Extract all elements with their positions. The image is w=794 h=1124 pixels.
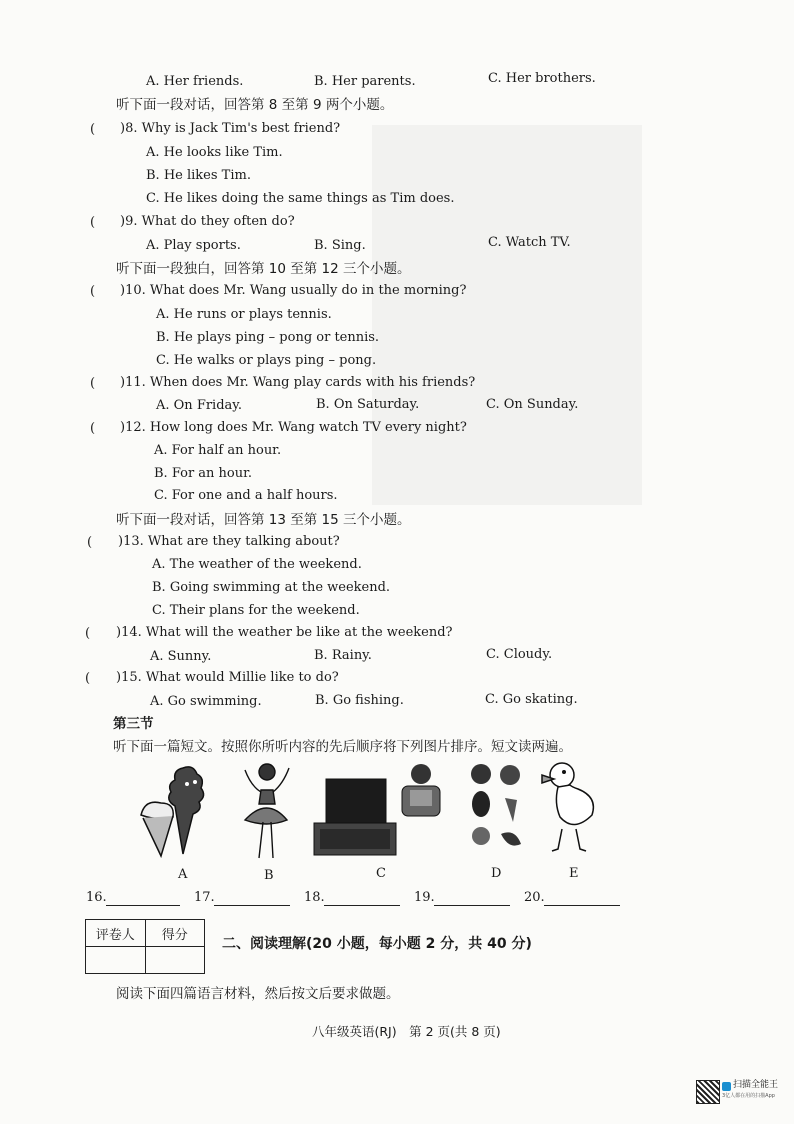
answer-paren: ( bbox=[85, 626, 91, 641]
reviewer-cell[interactable] bbox=[86, 947, 146, 974]
scanner-logo-icon bbox=[722, 1082, 731, 1091]
tv-picture bbox=[312, 775, 397, 860]
q9-option-b: B. Sing. bbox=[314, 238, 366, 253]
answer-number-19: 19. bbox=[414, 890, 435, 905]
picture-label-d: D bbox=[491, 866, 502, 881]
q7-option-c: C. Her brothers. bbox=[488, 71, 596, 86]
q12-stem: )12. How long does Mr. Wang watch TV every night? bbox=[120, 420, 467, 435]
answer-paren: ( bbox=[90, 421, 96, 436]
q11-option-c: C. On Sunday. bbox=[486, 397, 579, 412]
watermark-brand: 扫描全能王 bbox=[733, 1080, 779, 1090]
score-header: 得分 bbox=[145, 920, 205, 947]
answer-paren: ( bbox=[90, 122, 96, 137]
instruction-8-9: 听下面一段对话，回答第 8 至第 9 两个小题。 bbox=[116, 97, 394, 113]
q13-option-b: B. Going swimming at the weekend. bbox=[152, 580, 391, 595]
duck-picture bbox=[540, 757, 600, 857]
q11-option-b: B. On Saturday. bbox=[316, 397, 420, 412]
watermark-sub: 3亿人都在用的扫描App bbox=[722, 1093, 775, 1099]
answer-number-17: 17. bbox=[194, 890, 215, 905]
q15-option-b: B. Go fishing. bbox=[315, 693, 404, 708]
qr-code-icon bbox=[696, 1080, 720, 1104]
watermark bbox=[696, 1080, 786, 1106]
instruction-13-15: 听下面一段对话，回答第 13 至第 15 三个小题。 bbox=[116, 512, 411, 528]
q11-stem: )11. When does Mr. Wang play cards with his friends? bbox=[120, 375, 476, 390]
answer-number-18: 18. bbox=[304, 890, 325, 905]
q15-option-c: C. Go skating. bbox=[485, 692, 578, 707]
score-table bbox=[85, 919, 205, 974]
answer-blank-17[interactable] bbox=[214, 891, 290, 906]
picture-label-b: B bbox=[264, 868, 274, 883]
answer-blank-18[interactable] bbox=[324, 891, 400, 906]
q10-option-c: C. He walks or plays ping – pong. bbox=[156, 353, 377, 368]
q9-option-c: C. Watch TV. bbox=[488, 235, 571, 250]
instruction-10-12: 听下面一段独白，回答第 10 至第 12 三个小题。 bbox=[116, 261, 411, 277]
part-2-instruction: 阅读下面四篇语言材料，然后按文后要求做题。 bbox=[116, 986, 400, 1002]
q9-option-a: A. Play sports. bbox=[146, 238, 241, 253]
picture-label-c: C bbox=[376, 866, 386, 881]
answer-number-16: 16. bbox=[86, 890, 107, 905]
answer-blank-20[interactable] bbox=[544, 891, 620, 906]
answer-paren: ( bbox=[87, 535, 93, 550]
answer-paren: ( bbox=[85, 671, 91, 686]
q10-option-b: B. He plays ping – pong or tennis. bbox=[156, 330, 380, 345]
answer-number-20: 20. bbox=[524, 890, 545, 905]
q13-option-a: A. The weather of the weekend. bbox=[152, 557, 362, 572]
q9-stem: )9. What do they often do? bbox=[120, 214, 295, 229]
q11-option-a: A. On Friday. bbox=[156, 398, 243, 413]
ballerina-picture bbox=[235, 760, 295, 865]
answer-paren: ( bbox=[90, 215, 96, 230]
q15-option-a: A. Go swimming. bbox=[150, 694, 262, 709]
picture-label-e: E bbox=[569, 866, 579, 881]
q13-stem: )13. What are they talking about? bbox=[118, 534, 340, 549]
q8-option-c: C. He likes doing the same things as Tim does. bbox=[146, 191, 455, 206]
answer-blank-16[interactable] bbox=[106, 891, 180, 906]
bleed-through bbox=[372, 125, 642, 505]
section-3-title: 第三节 bbox=[113, 716, 154, 732]
q12-option-b: B. For an hour. bbox=[154, 466, 253, 481]
q7-option-a: A. Her friends. bbox=[146, 74, 244, 89]
q8-option-a: A. He looks like Tim. bbox=[146, 145, 283, 160]
q12-option-c: C. For one and a half hours. bbox=[154, 488, 338, 503]
section-3-instruction: 听下面一篇短文。按照你所听内容的先后顺序将下列图片排序。短文读两遍。 bbox=[113, 739, 572, 755]
answer-paren: ( bbox=[90, 284, 96, 299]
q10-option-a: A. He runs or plays tennis. bbox=[156, 307, 332, 322]
answer-paren: ( bbox=[90, 376, 96, 391]
vegetables-picture bbox=[465, 762, 530, 858]
q14-stem: )14. What will the weather be like at the weekend? bbox=[116, 625, 453, 640]
q7-option-b: B. Her parents. bbox=[314, 74, 416, 89]
reviewer-header: 评卷人 bbox=[86, 920, 146, 947]
ice-cream-picture bbox=[133, 760, 223, 860]
picture-label-a: A bbox=[178, 867, 188, 882]
answer-blank-19[interactable] bbox=[434, 891, 510, 906]
q13-option-c: C. Their plans for the weekend. bbox=[152, 603, 360, 618]
q14-option-c: C. Cloudy. bbox=[486, 647, 553, 662]
kid-in-chair-picture bbox=[396, 760, 446, 822]
q14-option-a: A. Sunny. bbox=[150, 649, 212, 664]
q15-stem: )15. What would Millie like to do? bbox=[116, 670, 339, 685]
part-2-title: 二、阅读理解(20 小题，每小题 2 分，共 40 分) bbox=[222, 936, 532, 952]
score-cell[interactable] bbox=[145, 947, 205, 974]
q8-stem: )8. Why is Jack Tim's best friend? bbox=[120, 121, 341, 136]
q8-option-b: B. He likes Tim. bbox=[146, 168, 251, 183]
q10-stem: )10. What does Mr. Wang usually do in the morning? bbox=[120, 283, 467, 298]
q14-option-b: B. Rainy. bbox=[314, 648, 372, 663]
page-footer: 八年级英语(RJ) 第 2 页(共 8 页) bbox=[312, 1024, 501, 1039]
q12-option-a: A. For half an hour. bbox=[154, 443, 282, 458]
